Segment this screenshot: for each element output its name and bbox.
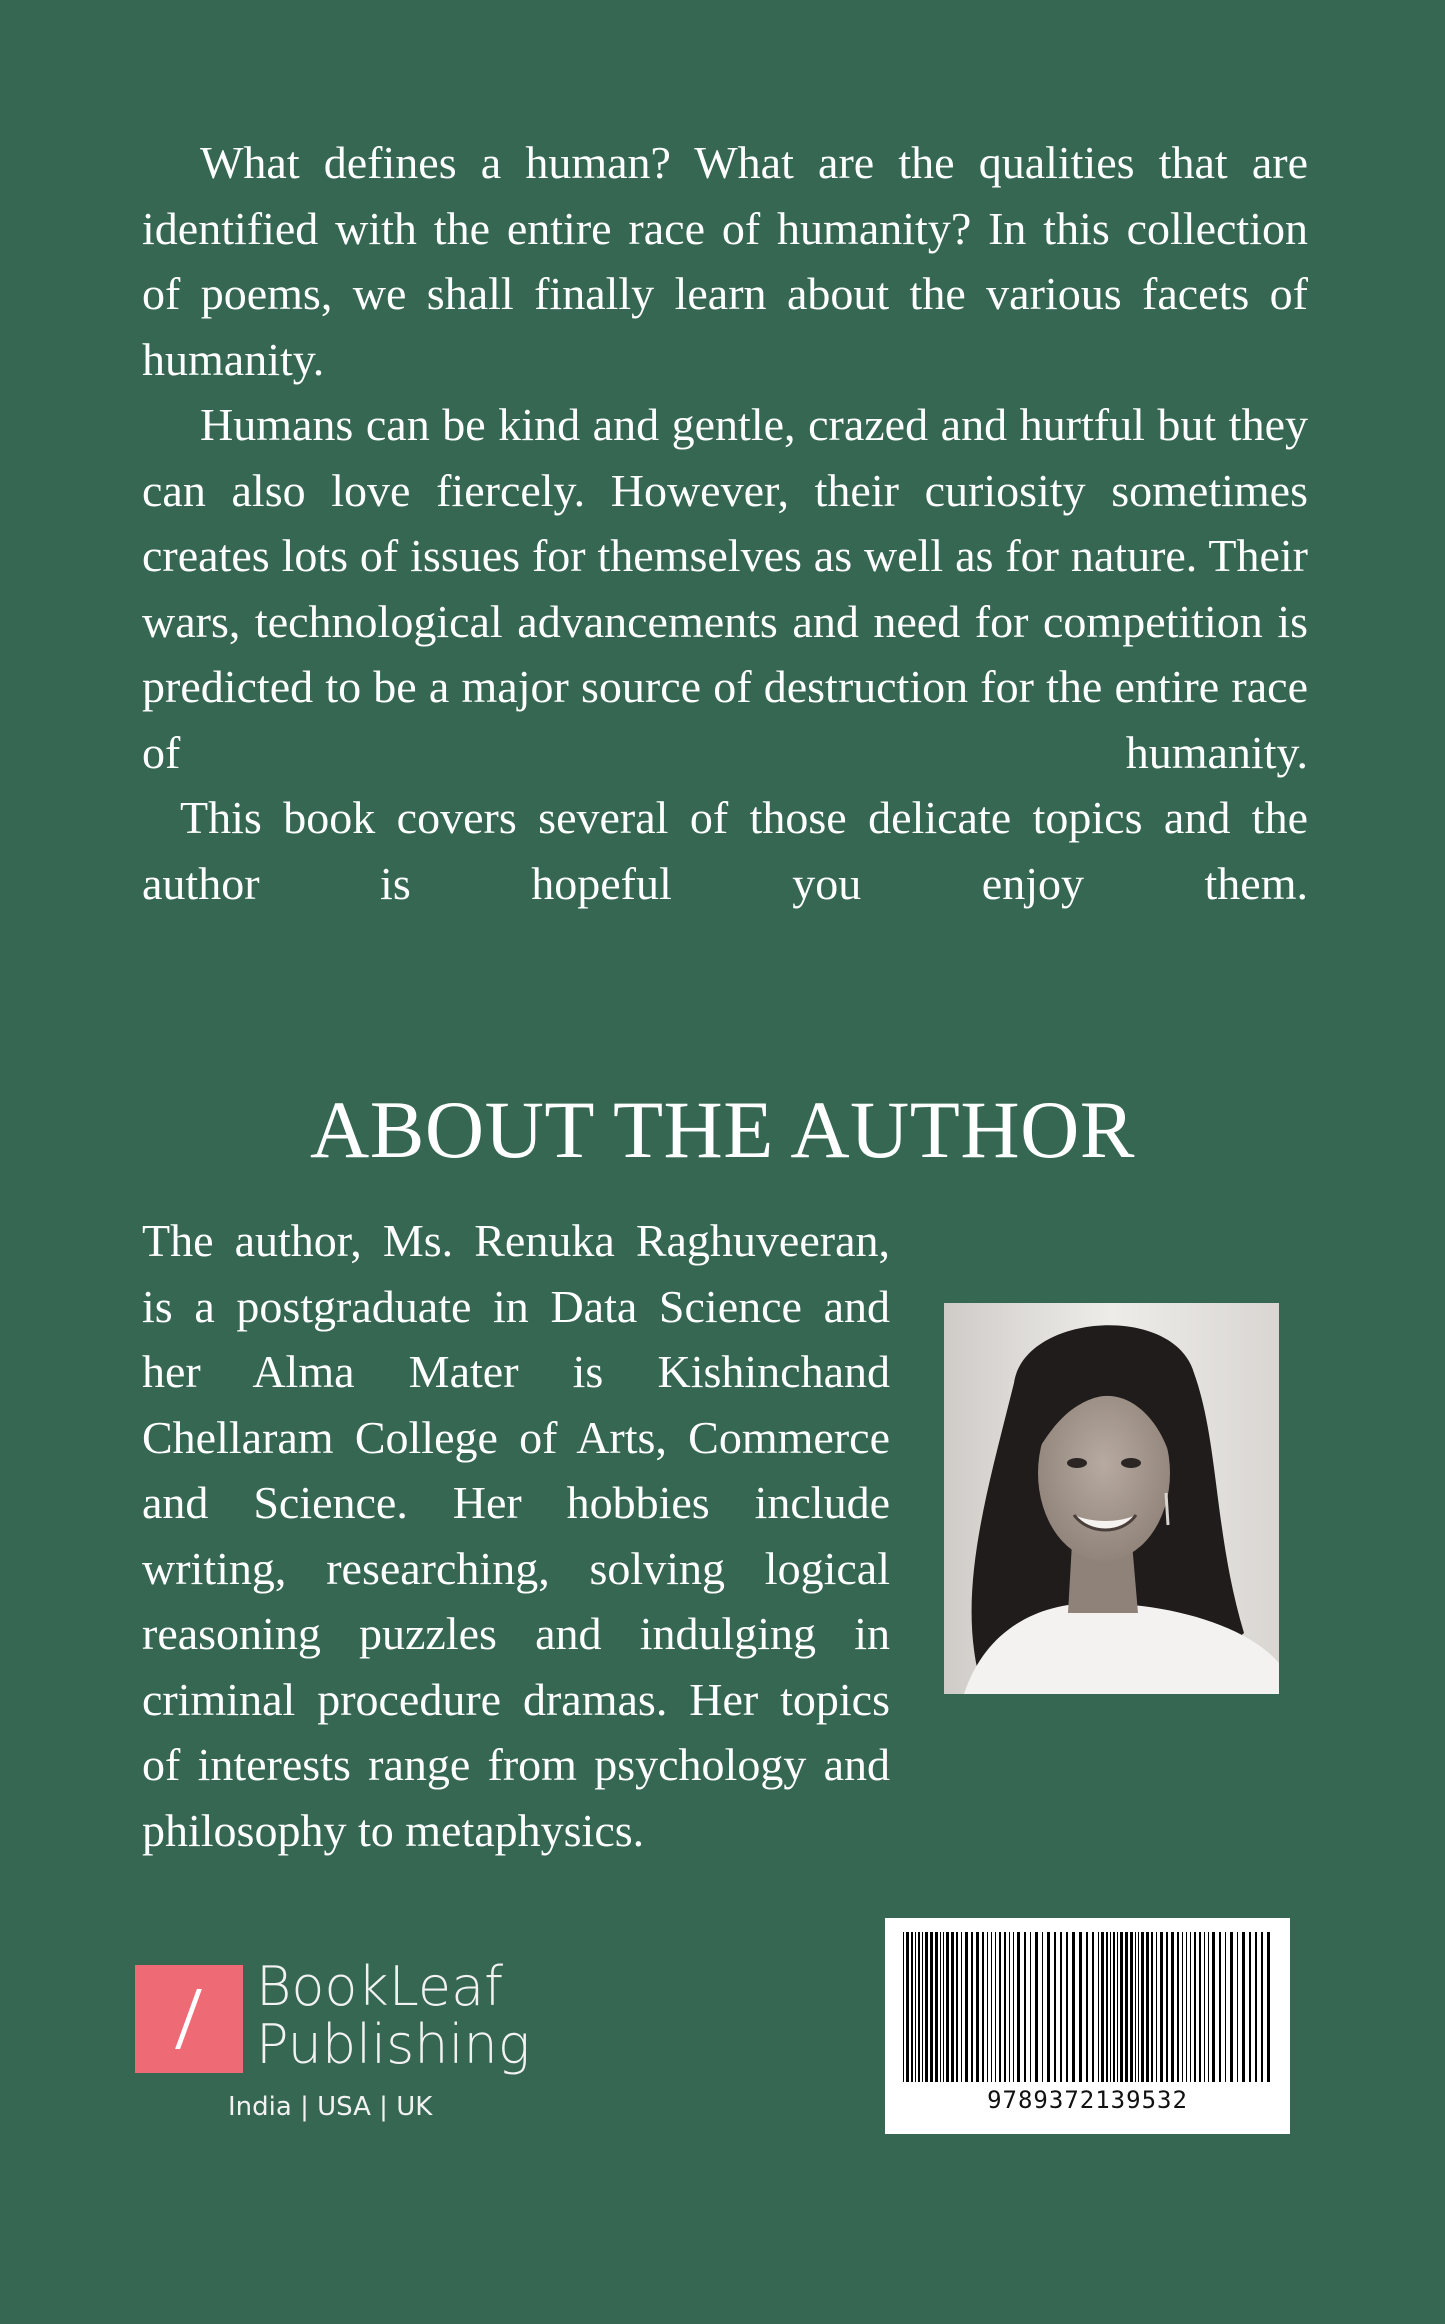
publisher-regions: India | USA | UK: [228, 2092, 433, 2122]
back-cover-blurb: [142, 130, 1308, 916]
publisher-name: [256, 1955, 531, 2076]
isbn-number: 9789372139532: [987, 2086, 1188, 2114]
blurb-paragraph-1: What defines a human? What are the qualities that are identified with the entire race of humanity? In this collection of poems, we shall finally learn about the various facets of humanity.: [142, 137, 1308, 385]
publisher-name-line-1: BookLeaf: [256, 1955, 504, 2018]
isbn-barcode: [885, 1918, 1290, 2134]
publisher-name-line-2: Publishing: [256, 2013, 531, 2076]
author-photo: [944, 1303, 1279, 1694]
author-bio: The author, Ms. Renuka Raghuveeran, is a postgraduate in Data Science and her Alma Mater is Kishinchand Chellaram College of Arts, Commerce and Science. Her hobbies include writing, researching, solving logical reasoning puzzles and indulging in criminal procedure dramas. Her topics of interests range from psychology and philosophy to metaphysics.: [142, 1215, 890, 1856]
author-portrait-image: [944, 1303, 1279, 1694]
barcode-bars: [901, 1932, 1274, 2082]
bookleaf-logo-icon: [135, 1965, 243, 2073]
blurb-paragraph-3: This book covers several of those delicate topics and the author is hopeful you enjoy them.: [142, 792, 1308, 909]
about-author-heading: ABOUT THE AUTHOR: [310, 1084, 1135, 1175]
blurb-paragraph-2: Humans can be kind and gentle, crazed and hurtful but they can also love fiercely. However, their curiosity sometimes creates lots of issues for themselves as well as for nature. Their wars, technological advancements and need for competition is predicted to be a major source of destruction for the entire race of humanity.: [142, 399, 1308, 778]
logo-slash-icon: [175, 1989, 202, 2049]
